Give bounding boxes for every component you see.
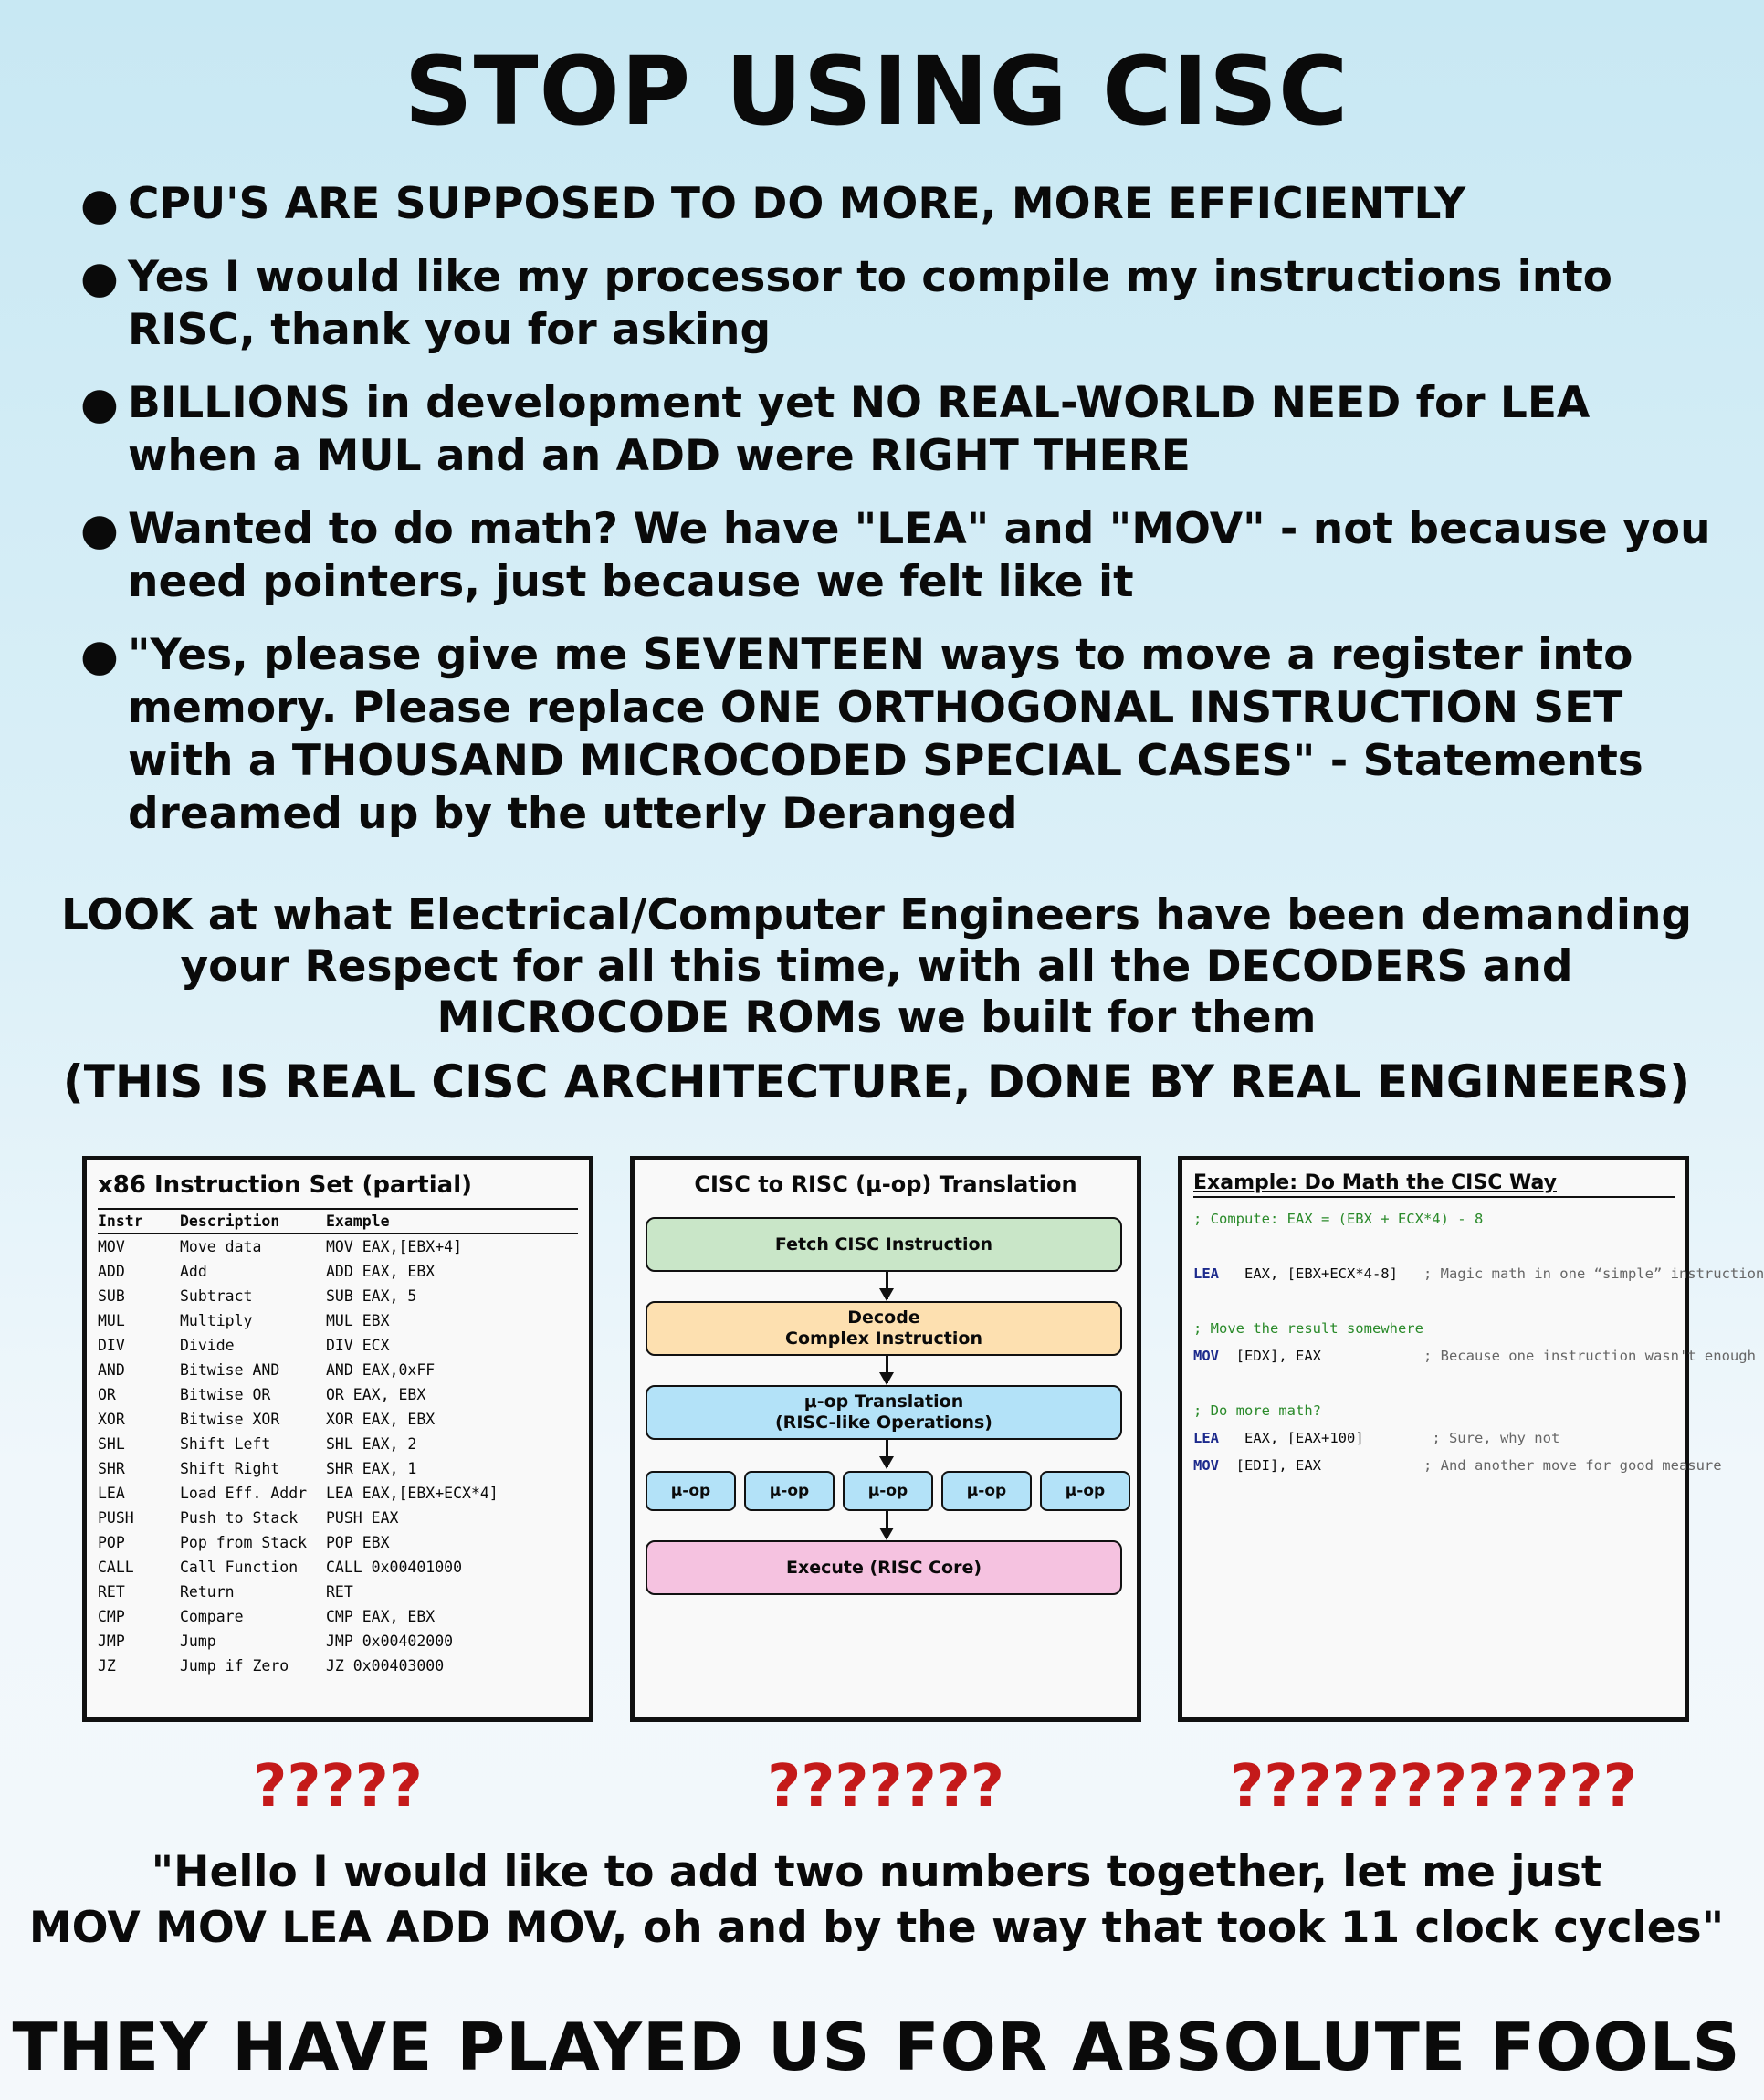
example-cell: JMP 0x00402000	[326, 1633, 454, 1650]
example-cell: CMP EAX, EBX	[326, 1608, 436, 1625]
bullet-item	[80, 503, 1724, 609]
example-cell: SHL EAX, 2	[326, 1435, 417, 1453]
table-row	[98, 1308, 578, 1333]
instr-cell: LEA	[98, 1485, 125, 1502]
column-header: Example	[326, 1209, 578, 1234]
execute-label: Execute (RISC Core)	[785, 1557, 982, 1578]
uop-translation-box	[646, 1385, 1122, 1440]
table-row	[98, 1259, 578, 1284]
uop-box: μ-op	[646, 1471, 736, 1511]
example-cell: JZ 0x00403000	[326, 1657, 445, 1675]
bullet-item	[80, 178, 1724, 231]
uop-translation-line1: μ-op Translation	[803, 1391, 964, 1412]
quote-line: "Hello I would like to add two numbers together, let me just	[151, 1847, 1602, 1897]
table-row	[98, 1407, 578, 1432]
column-header: Instr	[98, 1209, 180, 1234]
table-header-row	[98, 1209, 578, 1234]
bullet-text: CPU'S ARE SUPPOSED TO DO MORE, MORE EFFICIENTLY	[128, 179, 1466, 229]
code-example-title: Example: Do Math the CISC Way	[1193, 1171, 1675, 1198]
arrow-down-icon	[886, 1511, 888, 1538]
instr-cell: AND	[98, 1361, 125, 1379]
code-keyword: MOV	[1193, 1348, 1219, 1364]
uop-translation-line2: (RISC-like Operations)	[775, 1412, 992, 1433]
code-operands: [EDI], EAX	[1235, 1457, 1321, 1474]
instr-cell: DIV	[98, 1337, 125, 1354]
instr-cell: MUL	[98, 1312, 125, 1329]
arrow-down-icon	[886, 1440, 888, 1467]
instr-cell: SHL	[98, 1435, 125, 1453]
description-cell: Move data	[180, 1238, 262, 1255]
instr-cell: OR	[98, 1386, 116, 1403]
code-line	[1193, 1457, 1722, 1474]
description-cell: Push to Stack	[180, 1509, 299, 1527]
instr-cell: SUB	[98, 1287, 125, 1305]
translation-panel	[630, 1156, 1141, 1722]
quote	[0, 1844, 1753, 1956]
quote-line: MOV MOV LEA ADD MOV, oh and by the way that took 11 clock cycles"	[28, 1903, 1725, 1953]
example-cell: DIV ECX	[326, 1337, 390, 1354]
bullet-dot-icon: ●	[80, 378, 119, 429]
bullet-text: BILLIONS in development yet NO REAL-WORLD NEED for LEA when a MUL and an ADD were RIGHT THERE	[128, 378, 1591, 481]
table-row	[98, 1506, 578, 1530]
description-cell: Divide	[180, 1337, 235, 1354]
uop-box: μ-op	[1040, 1471, 1130, 1511]
example-cell: MOV EAX,[EBX+4]	[326, 1238, 463, 1255]
instr-cell: JMP	[98, 1633, 125, 1650]
example-cell: OR EAX, EBX	[326, 1386, 426, 1403]
decode-label-line2: Complex Instruction	[785, 1328, 982, 1349]
instr-cell: ADD	[98, 1263, 125, 1280]
translation-title: CISC to RISC (μ-op) Translation	[694, 1171, 1077, 1197]
bullet-text: Wanted to do math? We have "LEA" and "MOV" - not because you need pointers, just because we felt like it	[128, 504, 1711, 607]
description-cell: Subtract	[180, 1287, 253, 1305]
code-comment: ; Do more math?	[1193, 1402, 1321, 1419]
example-cell: MUL EBX	[326, 1312, 390, 1329]
execute-box	[646, 1540, 1122, 1595]
code-keyword: LEA	[1193, 1265, 1219, 1282]
instr-cell: CALL	[98, 1559, 134, 1576]
instruction-set-title: x86 Instruction Set (partial)	[98, 1171, 472, 1199]
table-row	[98, 1432, 578, 1456]
example-cell: ADD EAX, EBX	[326, 1263, 436, 1280]
code-operands: EAX, [EAX+100]	[1244, 1430, 1364, 1446]
description-cell: Shift Right	[180, 1460, 280, 1477]
example-cell: LEA EAX,[EBX+ECX*4]	[326, 1485, 499, 1502]
code-keyword: LEA	[1193, 1430, 1219, 1446]
description-cell: Return	[180, 1583, 235, 1601]
table-row	[98, 1604, 578, 1629]
description-cell: Pop from Stack	[180, 1534, 308, 1551]
table-row	[98, 1530, 578, 1555]
look-paragraph: LOOK at what Electrical/Computer Engineers have been demanding your Respect for all this time, with all the DECODERS and MICROCODE ROMs we built for them	[60, 890, 1693, 1043]
bullet-dot-icon: ●	[80, 630, 119, 681]
description-cell: Call Function	[180, 1559, 299, 1576]
description-cell: Multiply	[180, 1312, 253, 1329]
description-cell: Compare	[180, 1608, 244, 1625]
decode-box	[646, 1301, 1122, 1356]
example-cell: PUSH EAX	[326, 1509, 399, 1527]
bullet-dot-icon: ●	[80, 252, 119, 303]
description-cell: Jump	[180, 1633, 216, 1650]
arrow-down-icon	[886, 1272, 888, 1299]
example-cell: SUB EAX, 5	[326, 1287, 417, 1305]
table-row	[98, 1333, 578, 1358]
example-cell: POP EBX	[326, 1534, 390, 1551]
bullet-item	[80, 629, 1724, 841]
example-cell: RET	[326, 1583, 353, 1601]
page-title: STOP USING CISC	[404, 36, 1349, 147]
table-row	[98, 1654, 578, 1678]
instr-cell: CMP	[98, 1608, 125, 1625]
table-row	[98, 1284, 578, 1308]
table-row	[98, 1629, 578, 1654]
arrow-down-icon	[886, 1356, 888, 1383]
code-comment: ; Compute: EAX = (EBX + ECX*4) - 8	[1193, 1211, 1484, 1227]
fetch-box	[646, 1217, 1122, 1272]
description-cell: Bitwise OR	[180, 1386, 271, 1403]
code-comment: ; And another move for good measure	[1423, 1457, 1722, 1474]
question-marks: ????????????	[1230, 1753, 1637, 1821]
table-row	[98, 1382, 578, 1407]
code-comment: ; Magic math in one “simple” instruction	[1423, 1265, 1764, 1282]
bullet-item	[80, 251, 1724, 357]
example-cell: AND EAX,0xFF	[326, 1361, 436, 1379]
bullet-item	[80, 377, 1724, 483]
instruction-table	[98, 1208, 578, 1678]
column-header: Description	[180, 1209, 326, 1234]
instr-cell: RET	[98, 1583, 125, 1601]
instr-cell: JZ	[98, 1657, 116, 1675]
code-comment: ; Sure, why not	[1432, 1430, 1560, 1446]
instr-cell: SHR	[98, 1460, 125, 1477]
closing-heading: THEY HAVE PLAYED US FOR ABSOLUTE FOOLS	[12, 2009, 1741, 2085]
uop-box: μ-op	[843, 1471, 933, 1511]
decode-label-line1: Decode	[847, 1307, 920, 1328]
bullet-text: "Yes, please give me SEVENTEEN ways to move a register into memory. Please replace ONE ORTHOGONAL INSTRUCTION SET with a THOUSAND MICROCODED SPECIAL CASES" - Statements dreamed up by the utterly Deranged	[128, 630, 1643, 839]
code-line	[1193, 1430, 1559, 1446]
description-cell: Add	[180, 1263, 207, 1280]
description-cell: Bitwise XOR	[180, 1411, 280, 1428]
table-row	[98, 1234, 578, 1259]
description-cell: Load Eff. Addr	[180, 1485, 308, 1502]
bullet-dot-icon: ●	[80, 179, 119, 230]
code-line	[1193, 1348, 1756, 1364]
code-line	[1193, 1265, 1764, 1282]
code-example-panel	[1178, 1156, 1764, 1722]
table-row	[98, 1358, 578, 1382]
table-row	[98, 1456, 578, 1481]
bullet-dot-icon: ●	[80, 504, 119, 555]
code-comment: ; Move the result somewhere	[1193, 1320, 1423, 1337]
instruction-set-panel	[82, 1156, 593, 1722]
real-cisc-heading: (THIS IS REAL CISC ARCHITECTURE, DONE BY REAL ENGINEERS)	[62, 1055, 1691, 1108]
instr-cell: POP	[98, 1534, 125, 1551]
description-cell: Jump if Zero	[180, 1657, 289, 1675]
uop-box: μ-op	[744, 1471, 835, 1511]
instr-cell: PUSH	[98, 1509, 134, 1527]
instruction-table-body	[98, 1234, 578, 1678]
example-cell: CALL 0x00401000	[326, 1559, 463, 1576]
table-row	[98, 1580, 578, 1604]
table-row	[98, 1555, 578, 1580]
code-comment: ; Because one instruction wasn't enough	[1423, 1348, 1756, 1364]
table-row	[98, 1481, 578, 1506]
instr-cell: MOV	[98, 1238, 125, 1255]
question-marks: ?????	[253, 1753, 423, 1821]
code-operands: [EDX], EAX	[1235, 1348, 1321, 1364]
bullet-list	[80, 178, 1724, 861]
example-cell: XOR EAX, EBX	[326, 1411, 436, 1428]
code-operands: EAX, [EBX+ECX*4-8]	[1244, 1265, 1398, 1282]
instr-cell: XOR	[98, 1411, 125, 1428]
description-cell: Bitwise AND	[180, 1361, 280, 1379]
question-marks: ???????	[767, 1753, 1004, 1821]
description-cell: Shift Left	[180, 1435, 271, 1453]
bullet-text: Yes I would like my processor to compile my instructions into RISC, thank you for asking	[128, 252, 1612, 355]
fetch-label: Fetch CISC Instruction	[774, 1234, 993, 1255]
code-keyword: MOV	[1193, 1457, 1219, 1474]
example-cell: SHR EAX, 1	[326, 1460, 417, 1477]
uop-box: μ-op	[941, 1471, 1032, 1511]
